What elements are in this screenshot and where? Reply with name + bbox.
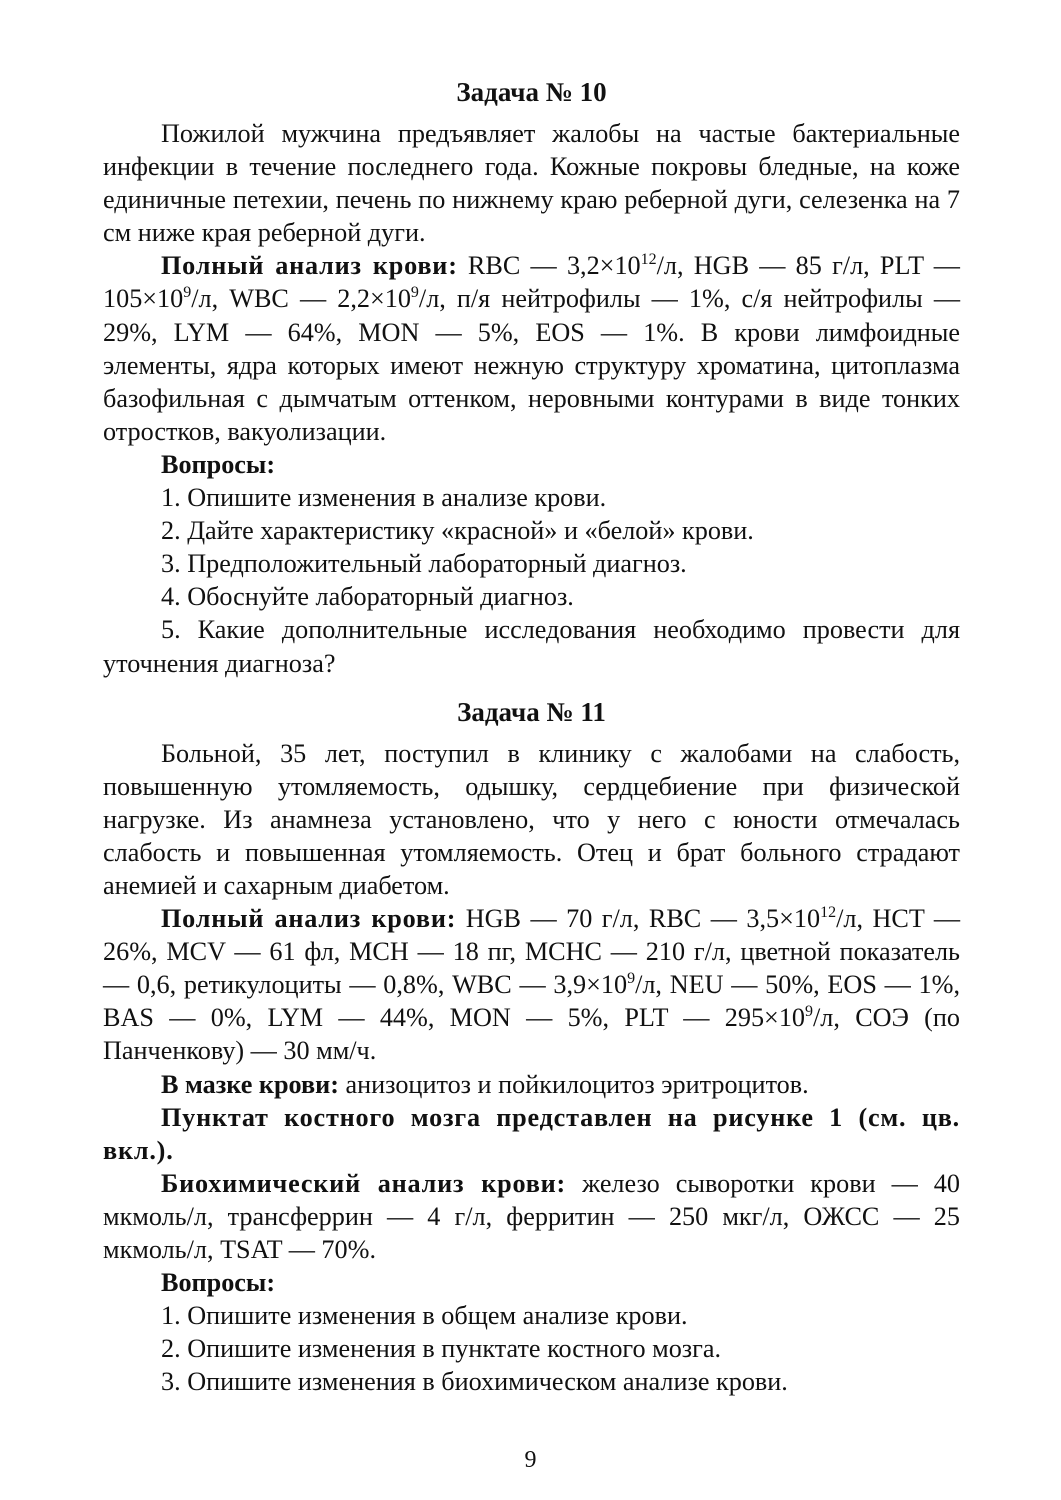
task-10-question-5: 5. Какие дополнительные исследования необходимо провести для уточнения диагноза? xyxy=(103,615,960,678)
task-11-smear xyxy=(103,1068,960,1101)
task-10-question-4: 4. Обоснуйте лабораторный диагноз. xyxy=(161,582,574,612)
task-11-cbc-exp-5: 9 xyxy=(805,1003,814,1021)
task-10-cbc-label: Полный анализ крови: xyxy=(161,251,458,281)
task-10-complaint: Пожилой мужчина предъявляет жалобы на частые бактериальные инфекции в течение последнего года. Кожные покровы бледные, на коже единичные петехии, печень по нижнему краю реберной дуги, селезенка на 7 см ниже края реберной дуги. xyxy=(103,119,960,248)
task-11-question-3: 3. Опишите изменения в биохимическом анализе крови. xyxy=(161,1367,788,1397)
task-10-cbc-text-2: /л, HGB — 85 г/л, PLT — 105×10 xyxy=(103,251,960,314)
task-10-question-3: 3. Предположительный лабораторный диагноз. xyxy=(161,549,687,579)
task-11-biochem-label: Биохимический анализ крови: xyxy=(161,1168,567,1198)
task-10-cbc-exp-3: 9 xyxy=(183,284,192,302)
task-11-biochem xyxy=(103,1167,960,1266)
task-10-cbc-exp-5: 9 xyxy=(410,284,419,302)
task-10-title: Задача № 10 xyxy=(456,77,607,107)
task-11-cbc xyxy=(103,902,960,1067)
task-10-cbc xyxy=(103,249,960,448)
task-11-cbc-label: Полный анализ крови: xyxy=(161,904,457,934)
task-11-cbc-exp-1: 12 xyxy=(820,904,837,922)
task-11-question-2: 2. Опишите изменения в пунктате костного мозга. xyxy=(161,1334,722,1364)
task-11-cbc-text-6: /л, СОЭ (по Панченкову) — 30 мм/ч. xyxy=(103,1003,960,1066)
task-11-biochem-text: железо сыворотки крови — 40 мкмоль/л, трансферрин — 4 г/л, ферритин — 250 мкг/л, ОЖСС — 25 мкмоль/л, TSAT — 70%. xyxy=(103,1168,960,1264)
task-10-cbc-exp-1: 12 xyxy=(640,251,657,269)
task-10-cbc-text-4: /л, WBC — 2,2×10 xyxy=(191,284,411,314)
task-10-questions-heading: Вопросы: xyxy=(161,449,276,479)
task-11-cbc-text-4: /л, NEU — 50%, EOS — 1%, BAS — 0%, LYM — 44%, MON — 5%, PLT — 295×10 xyxy=(103,970,961,1033)
task-10-question-1: 1. Опишите изменения в анализе крови. xyxy=(161,483,607,513)
task-11-complaint: Больной, 35 лет, поступил в клинику с жалобами на слабость, повышенную утомляемость, одышку, сердцебиение при физической нагрузке. Из анамнеза установлено, что у него с юности отмечалась слабость и повышенная утомляемость. Отец и брат больного страдают анемией и сахарным диабетом. xyxy=(103,738,960,900)
task-11-cbc-text-2: /л, HCT — 26%, MCV — 61 фл, MCH — 18 пг, MCHC — 210 г/л, цветной показатель — 0,6, ретикулоциты — 0,8%, WBC — 3,9×10 xyxy=(103,904,961,1000)
task-10-cbc-text-0: RBC — 3,2×10 xyxy=(457,251,641,281)
task-11-question-1: 1. Опишите изменения в общем анализе крови. xyxy=(161,1301,688,1331)
task-11-questions-heading: Вопросы: xyxy=(161,1268,276,1298)
task-11-marrow: Пунктат костного мозга представлен на рисунке 1 (см. цв. вкл.). xyxy=(103,1102,960,1165)
task-11-cbc-text-0: HGB — 70 г/л, RBC — 3,5×10 xyxy=(456,904,821,934)
page-number: 9 xyxy=(524,1447,537,1473)
page-content xyxy=(103,76,960,1398)
task-11-smear-label: В мазке крови: xyxy=(161,1069,339,1099)
task-11-title: Задача № 11 xyxy=(457,696,606,727)
task-11-smear-text: анизоцитоз и пойкилоцитоз эритроцитов. xyxy=(338,1069,809,1099)
task-10-question-2: 2. Дайте характеристику «красной» и «белой» крови. xyxy=(161,516,754,546)
task-11-cbc-exp-3: 9 xyxy=(627,970,636,988)
task-10-cbc-text-6: /л, п/я нейтрофилы — 1%, с/я нейтрофилы — 29%, LYM — 64%, MON — 5%, EOS — 1%. В крови лимфоидные элементы, ядра которых имеют нежную структуру хроматина, цитоплазма базофильная с дымчатым оттенком, неровными контурами в виде тонких отростков, вакуолизации. xyxy=(103,284,961,446)
